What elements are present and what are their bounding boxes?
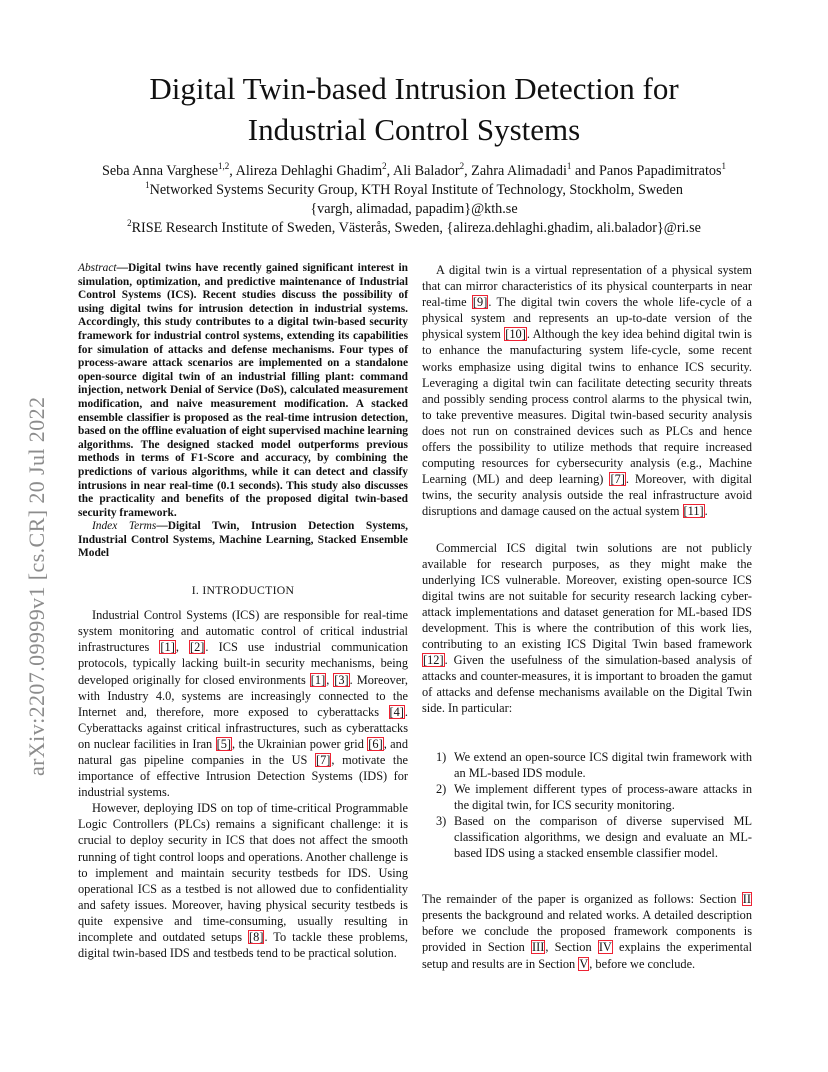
citation-link[interactable]: [9] [472, 295, 488, 310]
text-run: , motivate the importance of effective Intrusion Detection Systems (IDS) for industrial systems. [78, 753, 408, 800]
text-run: . Cyberattacks against critical infrastructures, such as cyberattacks on nuclear facilities in Iran [78, 704, 408, 751]
text-run: . Moreover, with digital twins, the security analysis outside the real infrastructure avoid disruptions and damage caused on the actual system [422, 472, 753, 519]
list-number: 1) [436, 749, 447, 764]
arxiv-side-stamp: arXiv:2207.09999v1 [cs.CR] 20 Jul 2022 [24, 396, 49, 776]
left-column [78, 262, 408, 961]
title-line-1: Digital Twin-based Intrusion Detection for [149, 71, 679, 106]
list-text: Based on the comparison of diverse supervised ML classification algorithms, we design and evaluate an ML-based IDS using a stacked ensemble classifier model. [454, 813, 752, 861]
abstract-label: Abstract [78, 262, 117, 274]
citation-link[interactable]: [1] [160, 640, 175, 655]
text-run: . ICS use industrial communication protocols, typically lacking built-in security mechanisms, being developed originally for closed environments [78, 640, 409, 687]
text-run: . Although the key idea behind digital twin is to enhance the manufacturing system life-cycle, some recent works emphasize using digital twins to enhance ICS security. Leveraging a digital twin can facilitate detecting security threats and possibly sending process control alarms to the physical twin, to take preventive measures. Digital twin-based security analysis does not run on constrained devices such as PLCs and hence offers the possibility to utilize methods that require increased computing resources for cybersecurity analysis (e.g., Machine Learning (ML) and deep learning) [422, 327, 752, 487]
abstract [78, 262, 408, 520]
citation-link[interactable]: [12] [423, 653, 444, 668]
section-link[interactable]: II [742, 892, 751, 907]
citation-link[interactable]: [3] [334, 672, 349, 687]
citation-link[interactable]: [7] [316, 753, 331, 767]
citation-link[interactable]: [11] [683, 504, 704, 519]
section-heading-introduction: I. INTRODUCTION [191, 584, 295, 598]
affiliation-1-mark: 1 [145, 180, 150, 190]
citation-link[interactable]: [5] [216, 736, 232, 751]
author-1-affil: 1,2 [218, 161, 230, 171]
section-link[interactable]: III [532, 940, 545, 955]
author-3: , Ali Balador [386, 163, 460, 179]
citation-link[interactable]: [10] [505, 327, 526, 342]
citation-link[interactable]: [6] [368, 736, 383, 751]
text-run: , [175, 640, 190, 655]
author-5-affil: 1 [721, 161, 727, 171]
text-run: explains the experimental setup and results are in Section [422, 940, 752, 971]
author-4: , Zahra Alimadadi [464, 163, 567, 179]
text-run: . To tackle these problems, digital twin-based IDS and testbeds tend to be practical solution. [78, 930, 408, 961]
author-2-affil: 2 [382, 161, 387, 171]
text-run: A digital twin is a virtual representation of a physical system that can mirror characteristics of its physical counterparts in near real-time [422, 263, 752, 310]
author-2: , Alireza Dehlaghi Ghadim [229, 163, 383, 179]
author-4-affil: 1 [566, 161, 572, 171]
text-run: , the Ukrainian power grid [232, 736, 368, 751]
text-run: , and natural gas pipeline companies in the US [78, 736, 408, 767]
text-run: , [326, 672, 334, 687]
text-run: Commercial ICS digital twin solutions are not publicly available for research purposes, as they might make the underlying ICS vulnerable. Moreover, existing open-source ICS digital twins are not suitable for security research lacking cyber-attack implementations and dataset generation for ML-based IDS development. This is where the contribution of this work lies, contributing to an existing ICS Digital Twin based framework [422, 540, 752, 652]
text-run: . [704, 504, 708, 519]
email-1: {vargh, alimadad, papadim}@kth.se [310, 201, 518, 217]
text-run: . The digital twin covers the whole life-cycle of a physical system and represents an up-to-date version of the physical system [422, 295, 752, 342]
intro-paragraph-2 [78, 800, 408, 961]
affiliation-1-text: Networked Systems Security Group, KTH Royal Institute of Technology, Stockholm, Sweden [149, 182, 683, 198]
text-run: Industrial Control Systems (ICS) are responsible for real-time system monitoring and automatic control of critical industrial infrastructures [78, 608, 408, 655]
affiliation-2-text: RISE Research Institute of Sweden, Västerås, Sweden, {alireza.dehlaghi.ghadim, ali.balador}@ri.se [131, 220, 701, 236]
citation-link[interactable]: [2] [190, 640, 205, 655]
list-number: 2) [436, 781, 447, 796]
author-1: Seba Anna Varghese [101, 163, 219, 179]
text-run: presents the background and related works. A detailed description before we conclude the proposed framework components is provided in Section [422, 908, 752, 955]
text-run: The remainder of the paper is organized as follows: Section [422, 892, 742, 907]
affiliation-2-mark: 2 [127, 218, 132, 228]
affiliation-1 [30, 181, 798, 200]
index-terms [78, 520, 408, 561]
contribution-list [422, 749, 752, 862]
intro-paragraph-4 [422, 540, 752, 717]
author-block [30, 162, 798, 238]
author-3-affil: 2 [459, 161, 465, 171]
intro-paragraph-1 [78, 607, 408, 800]
title-line-2: Industrial Control Systems [247, 112, 581, 147]
intro-paragraph-3 [422, 262, 752, 520]
citation-link[interactable]: [7] [610, 472, 625, 487]
index-terms-label: Index Terms [92, 520, 157, 533]
citation-link[interactable]: [4] [389, 704, 404, 719]
right-column [422, 262, 752, 972]
citation-link[interactable]: [8] [249, 930, 264, 945]
abstract-text: —Digital twins have recently gained significant interest in simulation, optimization, and predictive maintenance of Industrial Control Systems (ICS). Recent studies discuss the possibility of using digital twins for intrusion detection in industrial systems. Accordingly, this study contributes to a digital twin-based security framework for industrial control systems, extending its capabilities for simulation of attacks and defense mechanisms. Four types of process-aware attack scenarios are implemented on a standalone open-source digital twin of an industrial filling plant: command injection, network Denial of Service (DoS), calculated measurement modification, and naive measurement modification. A stacked ensemble classifier is proposed as the real-time intrusion detection, based on the offline evaluation of eight supervised machine learning algorithms. The designed stacked model outperforms previous methods in terms of F1-Score and accuracy, by combining the predictions of various algorithms, while it can detect and classify intrusions in near real-time (0.1 seconds). This study also discusses the practicality and benefits of the proposed digital twin-based security framework. [78, 262, 408, 519]
text-run: , Section [545, 940, 598, 955]
text-run: . Moreover, with Industry 4.0, systems are increasingly connected to the Internet and, therefore, more exposed to cyberattacks [78, 672, 409, 719]
affiliation-2 [30, 219, 798, 238]
section-link[interactable]: IV [598, 940, 612, 955]
section-link[interactable]: V [579, 956, 589, 971]
citation-link[interactable]: [1] [310, 672, 326, 687]
paper-title [40, 68, 788, 150]
text-run: However, deploying IDS on top of time-critical Programmable Logic Controllers (PLCs) remains a significant challenge: it is crucial to deploy security in ICS that does not affect the smooth running of tight control loops and operations. Another challenge is to implement and maintain security testbeds for IDS. Using operational ICS as a testbed is not allowed due to confidentiality and safety issues. Moreover, having physical security testbeds is quite expensive and time-consuming, usually resulting in incomplete and outdated setups [78, 801, 408, 945]
list-number: 3) [436, 813, 447, 828]
index-terms-text: —Digital Twin, Intrusion Detection Systems, Industrial Control Systems, Machine Learning, Stacked Ensemble Model [78, 520, 408, 560]
list-text: We extend an open-source ICS digital twin framework with an ML-based IDS module. [454, 749, 752, 780]
author-5: and Panos Papadimitratos [571, 163, 722, 179]
text-run: . Given the usefulness of the simulation-based analysis of attacks and counter-measures, it is important to broaden the gamut of attacks and defense mechanisms available on the Digital Twin side. In particular: [422, 653, 752, 716]
text-run: , before we conclude. [589, 956, 696, 971]
list-text: We implement different types of process-aware attacks in the digital twin, for ICS security monitoring. [454, 781, 752, 812]
list-item [422, 781, 752, 813]
list-item [422, 749, 752, 781]
list-item [422, 813, 752, 861]
author-names [30, 162, 798, 181]
intro-paragraph-5 [422, 891, 752, 971]
